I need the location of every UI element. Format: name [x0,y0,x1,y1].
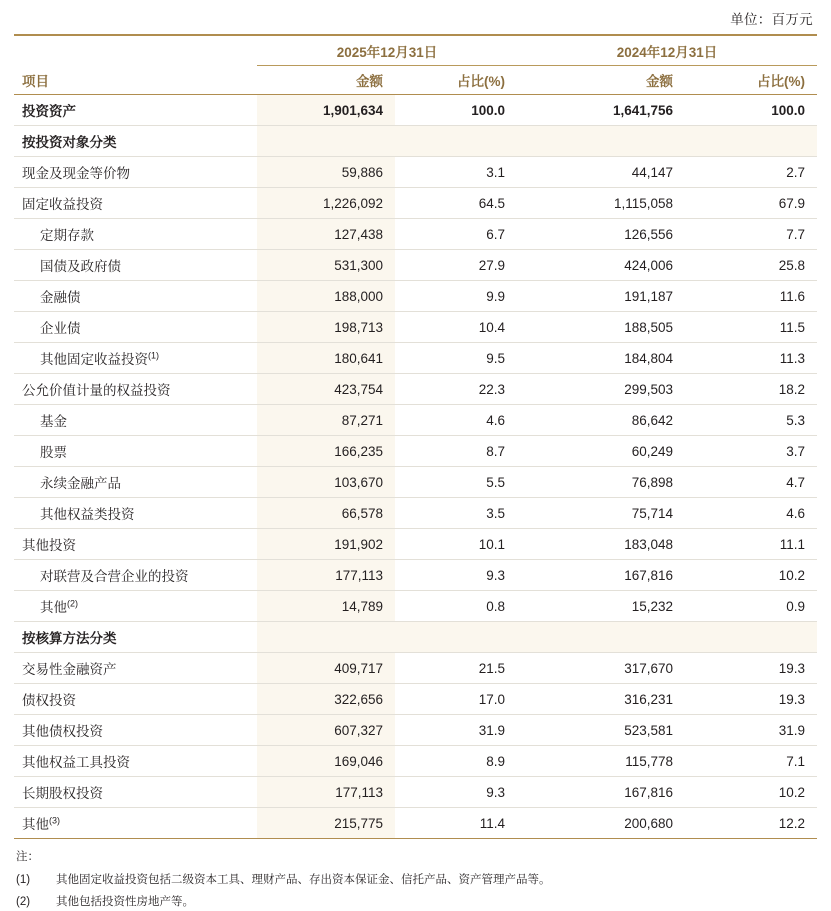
header-amount-2025: 金额 [356,74,383,89]
ratio-2025: 4.6 [395,405,517,436]
amount-2025: 607,327 [257,715,395,746]
row-label: 国债及政府债 [14,250,257,281]
table-row [14,188,817,219]
footnote-item [14,894,817,911]
ratio-2025: 64.5 [395,188,517,219]
row-label: 定期存款 [14,219,257,250]
row-label: 固定收益投资 [14,188,257,219]
amount-2024: 523,581 [517,715,685,746]
ratio-2025 [395,126,517,157]
header-item-label: 项目 [22,73,49,89]
amount-2024: 188,505 [517,312,685,343]
amount-2024 [517,126,685,157]
amount-2024: 44,147 [517,157,685,188]
ratio-2024: 31.9 [685,715,817,746]
ratio-2024: 67.9 [685,188,817,219]
footnote-text: 其他固定收益投资包括二级资本工具、理财产品、存出资本保证金、信托产品、资产管理产品等。 [56,873,551,886]
ratio-2025: 3.1 [395,157,517,188]
table-row [14,436,817,467]
amount-2025: 87,271 [257,405,395,436]
ratio-2024: 5.3 [685,405,817,436]
ratio-2025: 11.4 [395,808,517,839]
table-body [14,95,817,839]
ratio-2025: 21.5 [395,653,517,684]
footnotes [14,849,817,911]
ratio-2025: 22.3 [395,374,517,405]
amount-2025: 191,902 [257,529,395,560]
footnote-number: (1) [16,873,31,886]
row-label: 其他权益工具投资 [14,746,257,777]
row-label: 金融债 [14,281,257,312]
row-label: 现金及现金等价物 [14,157,257,188]
amount-2024: 299,503 [517,374,685,405]
amount-2024: 183,048 [517,529,685,560]
amount-2025: 59,886 [257,157,395,188]
amount-2025: 1,901,634 [257,95,395,126]
table-row [14,343,817,374]
row-label: 对联营及合营企业的投资 [14,560,257,591]
amount-2025: 169,046 [257,746,395,777]
header-year-2025: 2025年12月31日 [257,35,517,66]
table-row [14,467,817,498]
table-row [14,653,817,684]
header-subcolumn-row [14,66,817,95]
amount-2024: 1,115,058 [517,188,685,219]
ratio-2025: 9.9 [395,281,517,312]
ratio-2024: 7.7 [685,219,817,250]
row-label: 投资资产 [14,95,257,126]
table-row [14,529,817,560]
ratio-2024: 12.2 [685,808,817,839]
footnote-marker: (2) [67,598,78,609]
amount-2025: 177,113 [257,560,395,591]
footnote-text: 其他包括投资性房地产等。 [56,896,194,909]
ratio-2025: 31.9 [395,715,517,746]
amount-2024: 316,231 [517,684,685,715]
unit-note: 单位：百万元 [730,12,813,27]
table-row [14,715,817,746]
amount-2025 [257,622,395,653]
ratio-2025: 9.3 [395,560,517,591]
amount-2025: 103,670 [257,467,395,498]
table-row [14,746,817,777]
amount-2024: 76,898 [517,467,685,498]
ratio-2024: 19.3 [685,684,817,715]
amount-2024: 424,006 [517,250,685,281]
amount-2024: 115,778 [517,746,685,777]
row-label: 其他投资 [14,529,257,560]
table-row [14,312,817,343]
amount-2025: 188,000 [257,281,395,312]
amount-2024: 1,641,756 [517,95,685,126]
ratio-2024: 100.0 [685,95,817,126]
ratio-2025: 3.5 [395,498,517,529]
ratio-2025: 10.1 [395,529,517,560]
table-row [14,405,817,436]
ratio-2025: 9.5 [395,343,517,374]
row-label: 按核算方法分类 [14,622,257,653]
amount-2025: 1,226,092 [257,188,395,219]
ratio-2024 [685,622,817,653]
amount-2024: 200,680 [517,808,685,839]
table-row [14,157,817,188]
ratio-2025: 27.9 [395,250,517,281]
ratio-2025: 17.0 [395,684,517,715]
ratio-2025: 0.8 [395,591,517,622]
footnote-number: (2) [16,896,31,909]
table-row [14,777,817,808]
header-year-2024: 2024年12月31日 [517,35,817,66]
amount-2025: 409,717 [257,653,395,684]
ratio-2024: 2.7 [685,157,817,188]
header-ratio-2024: 占比(%) [757,74,806,89]
ratio-2025: 9.3 [395,777,517,808]
ratio-2025: 5.5 [395,467,517,498]
ratio-2024: 18.2 [685,374,817,405]
amount-2025: 66,578 [257,498,395,529]
table-row [14,281,817,312]
ratio-2024: 25.8 [685,250,817,281]
amount-2025: 127,438 [257,219,395,250]
amount-2025: 531,300 [257,250,395,281]
amount-2025: 423,754 [257,374,395,405]
amount-2024: 191,187 [517,281,685,312]
row-label: 按投资对象分类 [14,126,257,157]
table-row [14,560,817,591]
table-row [14,684,817,715]
amount-2024: 167,816 [517,777,685,808]
row-label: 其他债权投资 [14,715,257,746]
amount-2025: 177,113 [257,777,395,808]
ratio-2024: 3.7 [685,436,817,467]
ratio-2024 [685,126,817,157]
table-row [14,374,817,405]
row-label: 交易性金融资产 [14,653,257,684]
ratio-2024: 10.2 [685,777,817,808]
ratio-2024: 11.5 [685,312,817,343]
table-row [14,498,817,529]
table-row [14,591,817,622]
row-label: 基金 [14,405,257,436]
ratio-2025: 10.4 [395,312,517,343]
row-label: 公允价值计量的权益投资 [14,374,257,405]
table-row [14,250,817,281]
ratio-2024: 19.3 [685,653,817,684]
row-label: 永续金融产品 [14,467,257,498]
amount-2024: 167,816 [517,560,685,591]
row-label: 其他权益类投资 [14,498,257,529]
row-label: 其他$^{(3)}$ [14,808,257,839]
amount-2025: 198,713 [257,312,395,343]
header-year-row [14,35,817,66]
amount-2025: 14,789 [257,591,395,622]
table-row [14,808,817,839]
header-ratio-2025: 占比(%) [457,74,506,89]
footnotes-title: 注： [16,851,39,863]
header-amount-2024: 金额 [646,74,674,89]
footnote-marker: (3) [49,815,60,826]
amount-2025: 166,235 [257,436,395,467]
amount-2025: 180,641 [257,343,395,374]
ratio-2025 [395,622,517,653]
table-row [14,219,817,250]
row-label: 其他固定收益投资$^{(1)}$ [14,343,257,374]
footnote-marker: (1) [148,350,159,361]
ratio-2024: 0.9 [685,591,817,622]
amount-2024: 75,714 [517,498,685,529]
ratio-2025: 8.9 [395,746,517,777]
ratio-2024: 4.6 [685,498,817,529]
row-label: 长期股权投资 [14,777,257,808]
ratio-2024: 4.7 [685,467,817,498]
table-row [14,95,817,126]
table-row [14,126,817,157]
row-label: 企业债 [14,312,257,343]
table-row [14,622,817,653]
ratio-2024: 10.2 [685,560,817,591]
amount-2024: 317,670 [517,653,685,684]
row-label: 债权投资 [14,684,257,715]
row-label: 其他$^{(2)}$ [14,591,257,622]
amount-2025: 322,656 [257,684,395,715]
ratio-2024: 7.1 [685,746,817,777]
ratio-2025: 6.7 [395,219,517,250]
row-label: 股票 [14,436,257,467]
ratio-2024: 11.1 [685,529,817,560]
amount-2024 [517,622,685,653]
amount-2024: 126,556 [517,219,685,250]
ratio-2024: 11.3 [685,343,817,374]
amount-2025: 215,775 [257,808,395,839]
investment-assets-table [14,34,817,839]
ratio-2025: 100.0 [395,95,517,126]
amount-2024: 86,642 [517,405,685,436]
ratio-2025: 8.7 [395,436,517,467]
amount-2024: 184,804 [517,343,685,374]
header-blank-cell [14,35,257,66]
ratio-2024: 11.6 [685,281,817,312]
amount-2025 [257,126,395,157]
footnote-item [14,872,817,889]
table-header [14,35,817,95]
amount-2024: 60,249 [517,436,685,467]
amount-2024: 15,232 [517,591,685,622]
